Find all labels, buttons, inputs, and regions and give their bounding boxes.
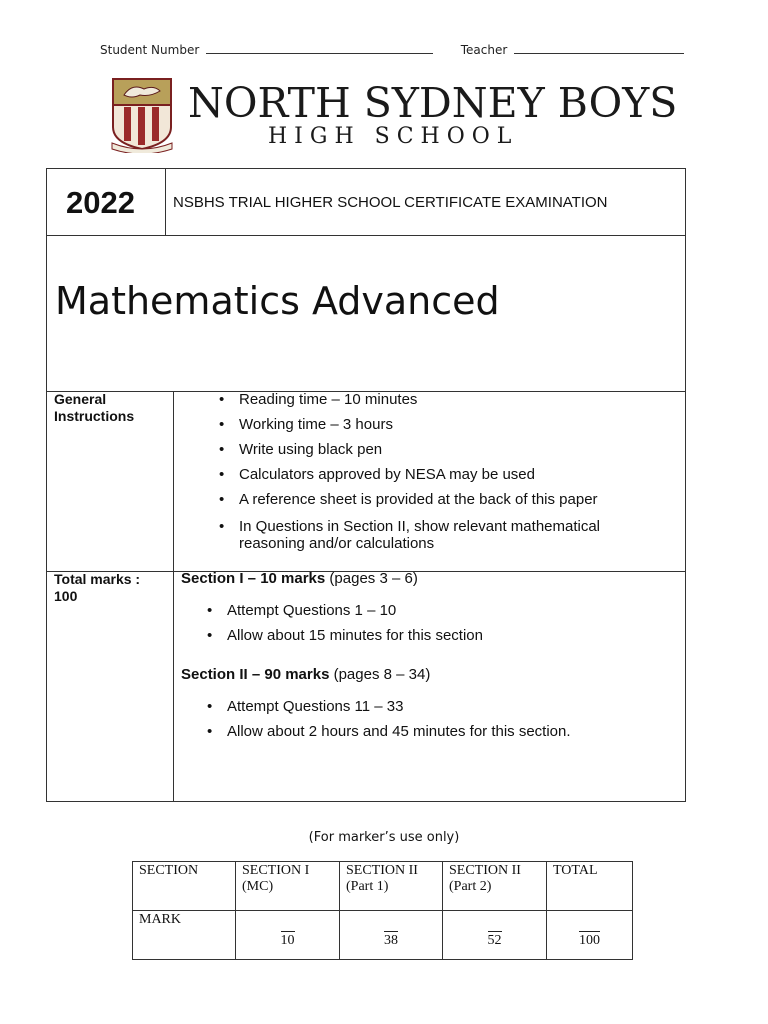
table-row <box>133 911 633 960</box>
section1-pages: (pages 3 – 6) <box>329 570 418 587</box>
exam-year: 2022 <box>66 185 135 220</box>
section1-title: Section I – 10 marks <box>181 570 326 587</box>
student-number-field[interactable] <box>206 43 433 54</box>
table-header: SECTION I (MC) <box>236 862 340 911</box>
list-item: • Working time – 3 hours <box>215 416 655 441</box>
mark-total: 10 <box>280 933 295 948</box>
general-instructions-list <box>215 391 655 552</box>
school-crest-icon <box>110 77 174 153</box>
list-item: • Reading time – 10 minutes <box>215 391 655 416</box>
general-instructions-label: General Instructions <box>54 391 135 424</box>
mark-total: 52 <box>487 933 502 948</box>
section2-pages: (pages 8 – 34) <box>333 666 431 683</box>
table-header: SECTION II (Part 2) <box>443 862 547 911</box>
section1-list <box>203 602 663 652</box>
table-header: SECTION <box>133 862 236 911</box>
student-number-label: Student Number <box>100 43 200 57</box>
mark-cell[interactable] <box>443 911 547 960</box>
table-row <box>133 862 633 911</box>
list-item: • A reference sheet is provided at the back of this paper <box>215 491 655 518</box>
mark-cell[interactable] <box>236 911 340 960</box>
list-item: • Allow about 2 hours and 45 minutes for this section. <box>203 723 663 748</box>
list-item: • Allow about 15 minutes for this section <box>203 627 663 652</box>
list-item: • In Questions in Section II, show relevant mathematical reasoning and/or calculations <box>215 518 655 552</box>
section2-list <box>203 698 663 748</box>
section2-heading <box>181 666 430 683</box>
cover-table <box>46 168 686 802</box>
list-item: • Calculators approved by NESA may be used <box>215 466 655 491</box>
student-teacher-line <box>100 43 684 57</box>
total-marks-label: Total marks : 100 <box>54 571 141 604</box>
school-subtitle: HIGH SCHOOL <box>268 124 519 149</box>
section2-title: Section II – 90 marks <box>181 666 330 683</box>
table-header: TOTAL <box>547 862 633 911</box>
mark-row-label: MARK <box>133 911 236 960</box>
exam-title: NSBHS TRIAL HIGHER SCHOOL CERTIFICATE EXAMINATION <box>173 194 608 211</box>
divider <box>47 235 685 236</box>
marker-table <box>132 861 633 960</box>
list-item: • Attempt Questions 11 – 33 <box>203 698 663 723</box>
table-header: SECTION II (Part 1) <box>340 862 443 911</box>
section1-heading <box>181 570 418 587</box>
teacher-label: Teacher <box>460 43 508 57</box>
mark-cell[interactable] <box>340 911 443 960</box>
list-item: • Write using black pen <box>215 441 655 466</box>
school-name: NORTH SYDNEY BOYS <box>188 79 678 127</box>
mark-cell[interactable] <box>547 911 633 960</box>
divider <box>165 169 166 235</box>
subject-title: Mathematics Advanced <box>55 279 500 323</box>
teacher-field[interactable] <box>514 43 684 54</box>
mark-total: 100 <box>579 933 600 948</box>
marker-note: (For marker’s use only) <box>308 830 460 845</box>
mark-total: 38 <box>384 933 398 948</box>
list-item: • Attempt Questions 1 – 10 <box>203 602 663 627</box>
divider <box>173 391 174 802</box>
